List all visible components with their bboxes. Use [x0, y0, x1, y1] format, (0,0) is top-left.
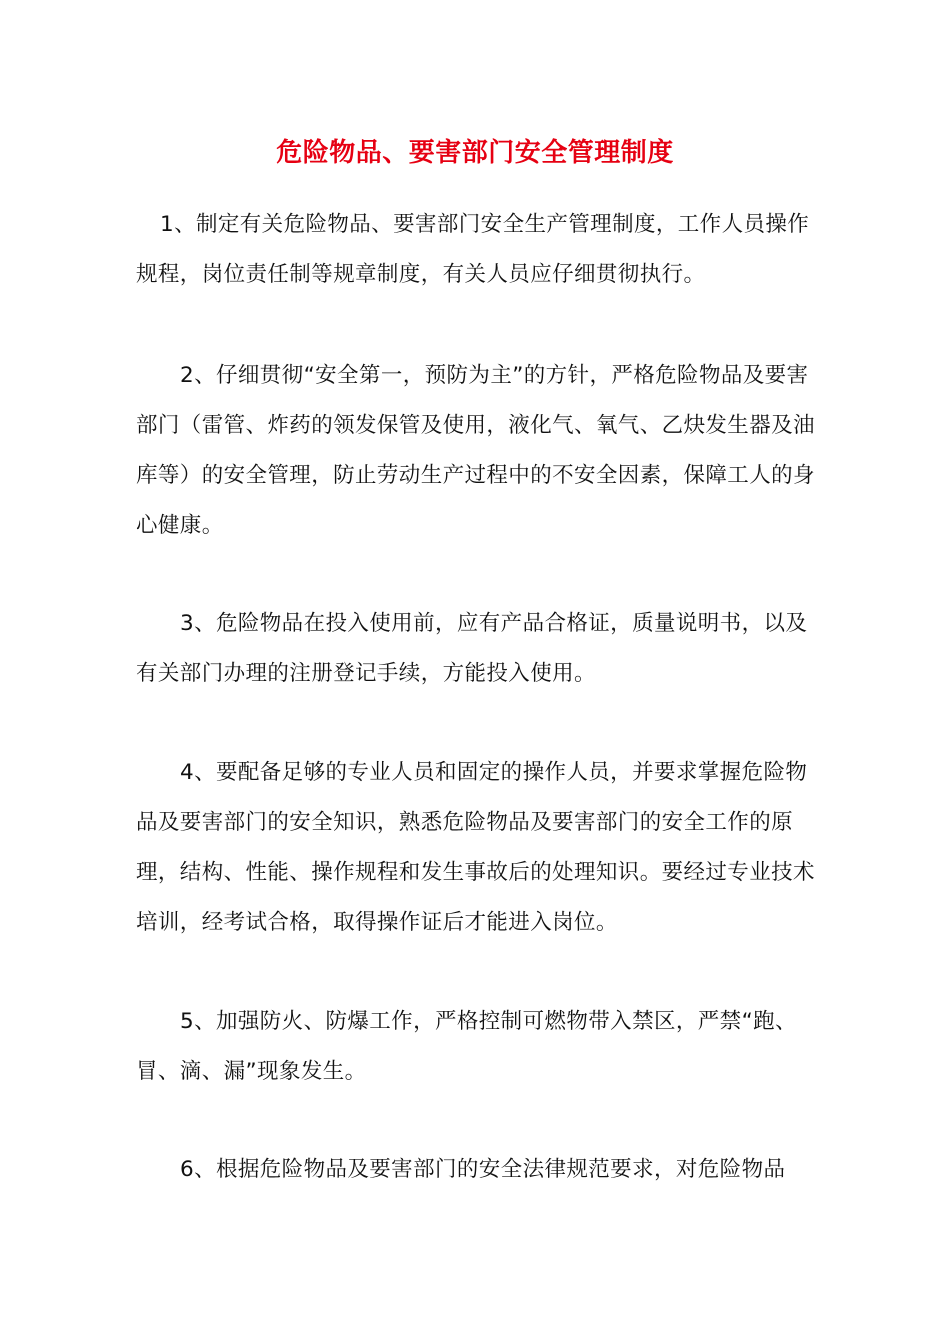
paragraph-5: 5、加强防火、防爆工作，严格控制可燃物带入禁区，严禁“跑、冒、滴、漏”现象发生。: [136, 1009, 797, 1084]
paragraph-6: 6、根据危险物品及要害部门的安全法律规范要求，对危险物品: [180, 1157, 786, 1182]
paragraph-1: 1、制定有关危险物品、要害部门安全生产管理制度，工作人员操作规程，岗位责任制等规章制度，有关人员应仔细贯彻执行。: [136, 212, 810, 287]
paragraph-2: 2、仔细贯彻“安全第一，预防为主”的方针，严格危险物品及要害部门（雷管、炸药的领发保管及使用，液化气、氧气、乙炔发生器及油库等）的安全管理，防止劳动生产过程中的不安全因素，保障工人的身心健康。: [136, 363, 815, 538]
paragraph-4: 4、要配备足够的专业人员和固定的操作人员，并要求掌握危险物品及要害部门的安全知识，熟悉危险物品及要害部门的安全工作的原理，结构、性能、操作规程和发生事故后的处理知识。要经过专业技术培训，经考试合格，取得操作证后才能进入岗位。: [136, 760, 815, 935]
paragraph-3: 3、危险物品在投入使用前，应有产品合格证，质量说明书，以及有关部门办理的注册登记手续，方能投入使用。: [136, 611, 808, 686]
document-title: 危险物品、要害部门安全管理制度: [276, 138, 674, 168]
